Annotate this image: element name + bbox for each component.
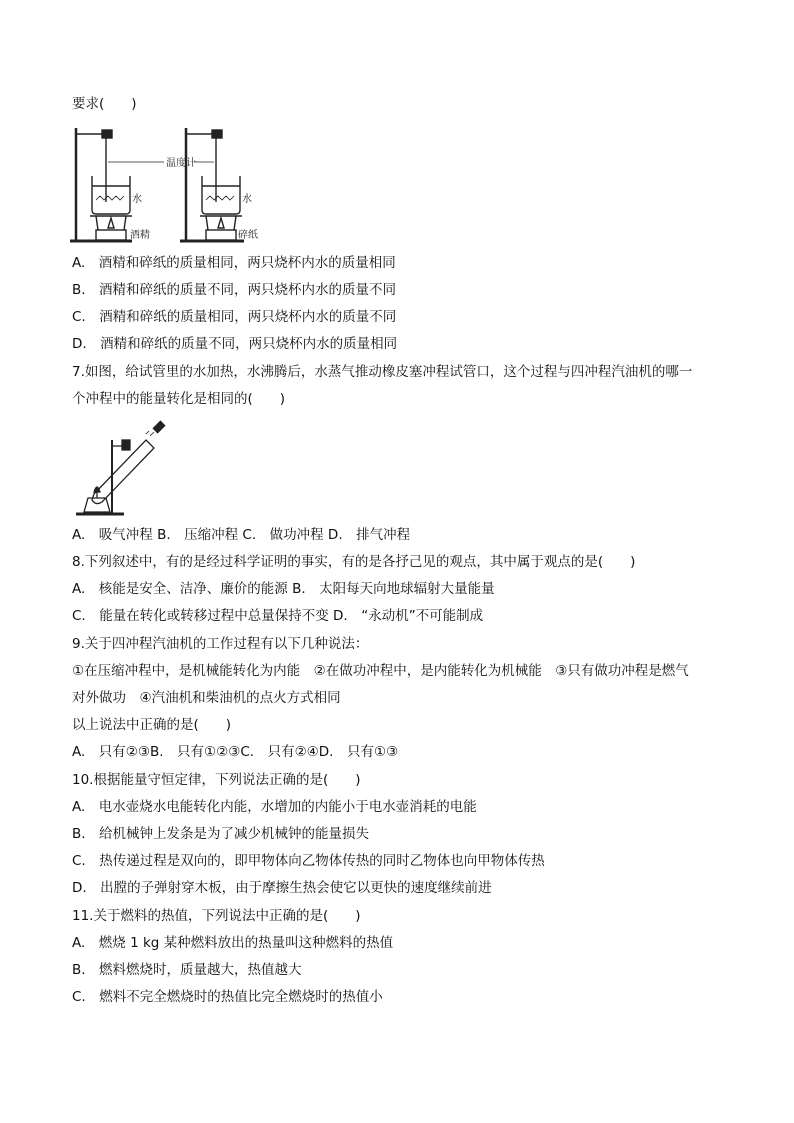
q10-stem: 10.根据能量守恒定律，下列说法正确的是( ) xyxy=(72,772,361,788)
q7-options: A. 吸气冲程 B. 压缩冲程 C. 做功冲程 D. 排气冲程 xyxy=(72,527,411,543)
water-label-right: 水 xyxy=(242,194,252,205)
q10-option-b: B. 给机械钟上发条是为了减少机械钟的能量损失 xyxy=(72,826,370,842)
q11-stem: 11.关于燃料的热值，下列说法中正确的是( ) xyxy=(72,908,361,924)
q11-option-c: C. 燃料不完全燃烧时的热值比完全燃烧时的热值小 xyxy=(72,989,383,1005)
q10-option-a: A. 电水壶烧水电能转化内能，水增加的内能小于电水壶消耗的电能 xyxy=(72,799,477,815)
q8-stem: 8.下列叙述中，有的是经过科学证明的事实，有的是各抒己见的观点，其中属于观点的是( ) xyxy=(72,554,636,570)
q6-heating-apparatus-figure xyxy=(68,122,268,246)
q9-statements-line2: 对外做功 ④汽油机和柴油机的点火方式相同 xyxy=(72,690,341,706)
q10-option-d: D. 出膛的子弹射穿木板，由于摩擦生热会使它以更快的速度继续前进 xyxy=(72,880,492,896)
q6-stem-end: 要求( ) xyxy=(72,96,137,112)
water-label-left: 水 xyxy=(132,194,142,205)
q6-option-a: A. 酒精和碎纸的质量相同，两只烧杯内水的质量相同 xyxy=(72,255,396,271)
thermometer-label: 温度计 xyxy=(166,158,196,169)
q9-options: A. 只有②③B. 只有①②③C. 只有②④D. 只有①③ xyxy=(72,744,399,760)
q11-option-b: B. 燃料燃烧时，质量越大，热值越大 xyxy=(72,962,302,978)
q7-stem-line2: 个冲程中的能量转化是相同的( ) xyxy=(72,391,286,407)
paper-label: 碎纸 xyxy=(238,230,258,241)
q9-statements-line1: ①在压缩冲程中，是机械能转化为内能 ②在做功冲程中，是内能转化为机械能 ③只有做功冲程是燃气 xyxy=(72,663,689,679)
q10-option-c: C. 热传递过程是双向的，即甲物体向乙物体传热的同时乙物体也向甲物体传热 xyxy=(72,853,545,869)
q6-option-d: D. 酒精和碎纸的质量不同，两只烧杯内水的质量相同 xyxy=(72,336,398,352)
q7-stem-line1: 7.如图，给试管里的水加热，水沸腾后，水蒸气推动橡皮塞冲程试管口，这个过程与四冲程汽油机的哪一 xyxy=(72,364,693,380)
q8-options-line2: C. 能量在转化或转移过程中总量保持不变 D. “永动机”不可能制成 xyxy=(72,608,484,624)
q6-option-c: C. 酒精和碎纸的质量相同，两只烧杯内水的质量不同 xyxy=(72,309,397,325)
q7-test-tube-figure xyxy=(70,418,170,518)
q9-question: 以上说法中正确的是( ) xyxy=(72,717,232,733)
q9-stem: 9.关于四冲程汽油机的工作过程有以下几种说法： xyxy=(72,636,369,652)
q8-options-line1: A. 核能是安全、洁净、廉价的能源 B. 太阳每天向地球辐射大量能量 xyxy=(72,581,495,597)
q11-option-a: A. 燃烧 1 kg 某种燃料放出的热量叫这种燃料的热值 xyxy=(72,935,394,951)
q6-option-b: B. 酒精和碎纸的质量不同，两只烧杯内水的质量不同 xyxy=(72,282,397,298)
alcohol-label: 酒精 xyxy=(130,230,150,241)
